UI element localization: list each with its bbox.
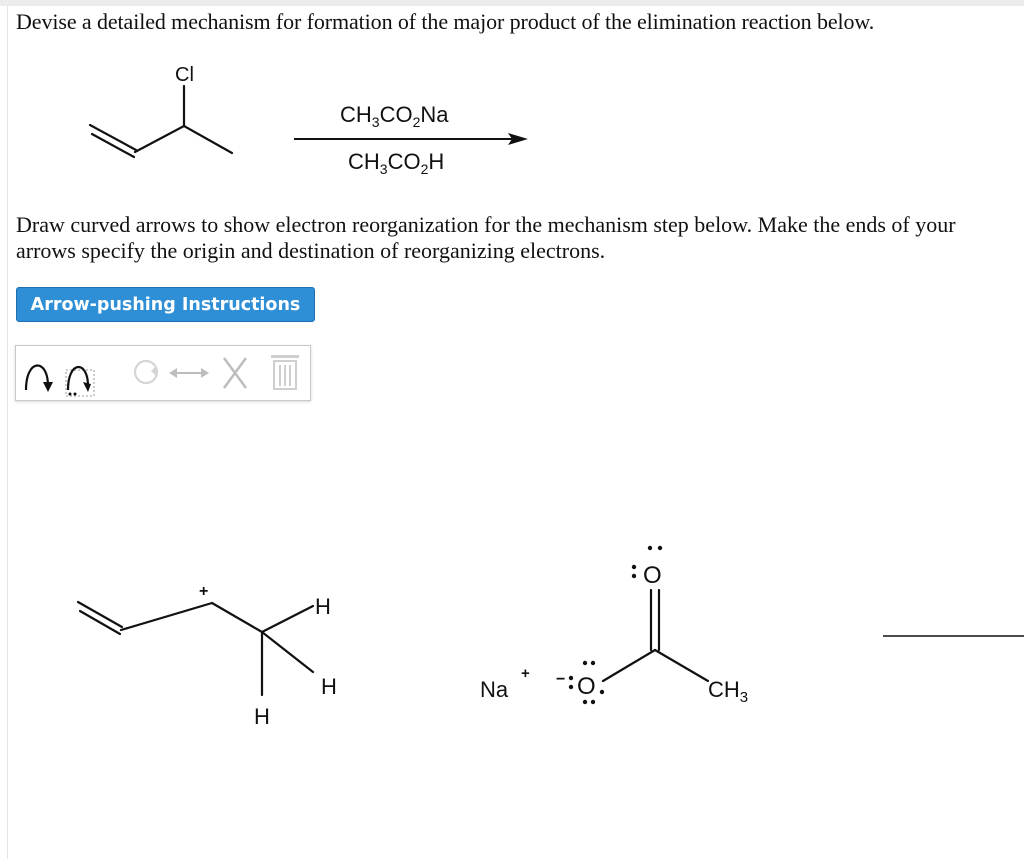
hydrogen-bottom: H [254,704,270,729]
acetate-oxygen-single: O [577,673,596,700]
carbonyl-oxygen-lone-pairs [632,546,662,578]
left-border [7,6,8,859]
arrow-pushing-instructions-button[interactable] [16,287,315,322]
acetate-negative-charge: − [556,671,566,688]
sodium-label: Na [480,677,509,702]
resonance-arrow-icon[interactable] [161,346,211,400]
acetate-oxygen-double: O [643,562,662,589]
curved-arrow-icon[interactable] [20,346,58,400]
sodium-charge: + [521,665,530,682]
methyl-label: $CH_3$ [708,677,749,706]
carbocation-structure [78,602,313,695]
lasso-icon[interactable] [120,346,160,400]
chlorine-label: Cl [175,64,194,86]
acetate-oxygen-lone-pairs [569,661,604,704]
reaction-arrow [294,133,528,145]
single-electron-arrow-icon[interactable] [58,346,98,400]
hydrogen-middle: H [321,674,337,699]
drawing-toolbar [15,345,311,401]
carbocation-charge: + [199,583,209,600]
reactant-structure [90,86,232,157]
hydrogen-top: H [315,594,331,619]
trash-icon[interactable] [264,346,304,400]
reagent-below: $CH_3CO_2H$ [348,149,445,177]
mechanism-instructions: Draw curved arrows to show electron reorganization for the mechanism step below. Make the ends of your arrows specify the origin and destination of reorganizing electrons. [16,212,956,263]
reagent-above: $CH_3CO_2Na$ [340,102,449,130]
acetate-skeleton [603,590,708,681]
top-border [0,0,1024,6]
instructions-button-label: Arrow-pushing Instructions [30,294,301,315]
question-prompt: Devise a detailed mechanism for formation of the major product of the elimination reaction below. [16,9,875,34]
delete-x-icon[interactable] [216,346,252,400]
